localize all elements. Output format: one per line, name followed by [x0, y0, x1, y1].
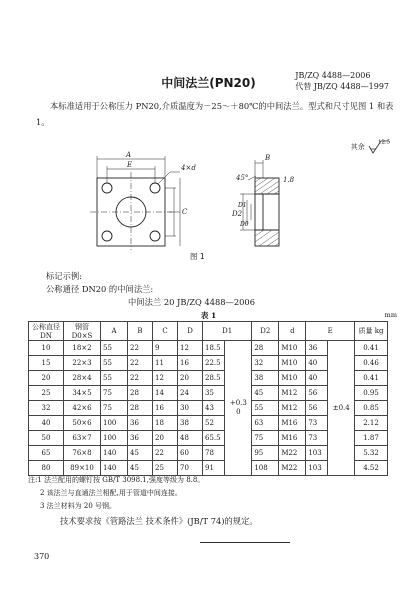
- dim-E-label: E: [127, 161, 133, 169]
- table-cell: M12: [279, 401, 306, 416]
- angle-label: 45°: [236, 174, 249, 182]
- roughness-label: 其余: [350, 143, 365, 151]
- table-cell: 15: [29, 356, 64, 371]
- dim-B-label: B: [265, 154, 271, 162]
- table-cell: 22×3: [64, 356, 101, 371]
- table-cell: 38: [252, 371, 279, 386]
- roughness-value: 12.5: [378, 139, 391, 146]
- table-cell: 78: [203, 446, 225, 461]
- table-cell: M12: [279, 386, 306, 401]
- table-cell: 89×10: [64, 461, 101, 476]
- table-cell: M10: [279, 356, 306, 371]
- header-D1: D1: [203, 322, 252, 341]
- table-cell: 100: [101, 431, 128, 446]
- table-cell: 20: [29, 371, 64, 386]
- table-cell: 140: [101, 461, 128, 476]
- d1-tolerance: +0.3 0: [225, 341, 252, 476]
- table-cell: 75: [252, 431, 279, 446]
- header-d: d: [279, 322, 306, 341]
- header-D: D: [178, 322, 203, 341]
- table-cell: 50: [29, 431, 64, 446]
- table-cell: 9: [153, 341, 178, 356]
- table-cell: 63×7: [64, 431, 101, 446]
- bolt-hole: [102, 231, 112, 241]
- table-cell: 18.5: [203, 341, 225, 356]
- table-cell: 38: [178, 416, 203, 431]
- table-cell: 12: [178, 341, 203, 356]
- table-cell: 35: [203, 386, 225, 401]
- header-D2: D2: [252, 322, 279, 341]
- table-cell: 65.5: [203, 431, 225, 446]
- table-cell: 36: [128, 431, 153, 446]
- dimension-table: [28, 321, 388, 476]
- table-cell: M10: [279, 371, 306, 386]
- chamfer-label: 1.8: [283, 176, 295, 184]
- table-cell: 140: [101, 446, 128, 461]
- replaces-standard: 代替 JB/ZQ 4488—1997: [295, 82, 389, 91]
- table-cell: 22: [128, 341, 153, 356]
- table-cell: 0.85: [355, 401, 388, 416]
- table-cell: 25: [153, 461, 178, 476]
- table-cell: 28: [128, 401, 153, 416]
- page-number: 370: [34, 552, 50, 561]
- roughness-note: [351, 140, 389, 154]
- table-cell: 30: [178, 401, 203, 416]
- bolt-hole: [102, 183, 112, 193]
- marking-line: 公称通径 DN20 的中间法兰:: [46, 284, 154, 294]
- bolt-hole: [150, 183, 160, 193]
- table-cell: 11: [153, 356, 178, 371]
- dim-D2-label: D2: [232, 210, 243, 218]
- table-cell: 56: [306, 401, 328, 416]
- table-cell: 28: [128, 386, 153, 401]
- table-cell: 50×6: [64, 416, 101, 431]
- table-header-row: [29, 322, 388, 341]
- table-cell: 103: [306, 461, 328, 476]
- table-cell: 2.12: [355, 416, 388, 431]
- header-E: E: [306, 322, 355, 341]
- header-dn: 公称直径 DN: [29, 322, 64, 341]
- table-cell: 14: [153, 386, 178, 401]
- table-cell: 0.95: [355, 386, 388, 401]
- table-title: 表 1: [200, 311, 217, 320]
- flange-drawing: [80, 150, 320, 250]
- note-2: 2 该法兰与直通法兰相配,用于管道中间连接。: [40, 489, 182, 497]
- note-3: 3 法兰材料为 20 号钢。: [40, 502, 117, 510]
- table-cell: 95: [252, 446, 279, 461]
- table-body: [29, 341, 388, 476]
- bolt-hole: [150, 231, 160, 241]
- table-cell: 12: [153, 371, 178, 386]
- table-cell: 0.41: [355, 371, 388, 386]
- table-cell: 18: [153, 416, 178, 431]
- table-cell: 45: [128, 461, 153, 476]
- table-cell: 40: [306, 356, 328, 371]
- table-cell: 28: [252, 341, 279, 356]
- dim-D1-label: D1: [238, 202, 247, 209]
- dim-D0-label: D0: [240, 221, 249, 228]
- table-cell: 103: [306, 446, 328, 461]
- dim-C-label: C: [182, 208, 188, 216]
- table-cell: 75: [101, 386, 128, 401]
- marking-title: 标记示例:: [46, 271, 82, 281]
- table-cell: 70: [178, 461, 203, 476]
- marking-code: 中间法兰 20 JB/ZQ 4488—2006: [128, 297, 255, 307]
- table-cell: 4.52: [355, 461, 388, 476]
- table-cell: 63: [252, 416, 279, 431]
- table-cell: 32: [29, 401, 64, 416]
- table-cell: 100: [101, 416, 128, 431]
- table-cell: 20: [178, 371, 203, 386]
- header-mass: 质量 kg: [355, 322, 388, 341]
- table-unit: mm: [384, 311, 397, 319]
- table-cell: 45: [128, 446, 153, 461]
- table-cell: 55: [252, 401, 279, 416]
- table-cell: 73: [306, 431, 328, 446]
- table-cell: 1.87: [355, 431, 388, 446]
- table-cell: 108: [252, 461, 279, 476]
- e-tolerance: ±0.4: [328, 341, 355, 476]
- table-cell: 0.46: [355, 356, 388, 371]
- roughness-symbol-icon: [367, 140, 389, 154]
- table-cell: 91: [203, 461, 225, 476]
- table-cell: 40: [29, 416, 64, 431]
- holes-label: 4×d: [181, 164, 196, 172]
- note-1: 注:1 法兰配用的螺钉按 GB/T 3098.1,强度等级为 8.8。: [28, 476, 205, 484]
- table-cell: 40: [306, 371, 328, 386]
- table-cell: 52: [203, 416, 225, 431]
- table-cell: M16: [279, 431, 306, 446]
- table-cell: M10: [279, 341, 306, 356]
- table-cell: 76×8: [64, 446, 101, 461]
- table-cell: 16: [153, 401, 178, 416]
- table-cell: 22.5: [203, 356, 225, 371]
- table-cell: 16: [178, 356, 203, 371]
- dim-A-label: A: [126, 151, 132, 159]
- table-cell: 55: [101, 341, 128, 356]
- table-cell: 5.32: [355, 446, 388, 461]
- table-cell: 0.41: [355, 341, 388, 356]
- technical-requirement: 技术要求按《管路法兰 技术条件》(JB/T 74)的规定。: [60, 516, 258, 526]
- table-cell: 55: [101, 371, 128, 386]
- table-cell: M22: [279, 446, 306, 461]
- table-cell: 45: [252, 386, 279, 401]
- table-cell: 22: [128, 356, 153, 371]
- table-cell: 32: [252, 356, 279, 371]
- table-cell: M22: [279, 461, 306, 476]
- page-title: 中间法兰(PN20): [161, 76, 256, 90]
- table-cell: 10: [29, 341, 64, 356]
- header-A: A: [101, 322, 128, 341]
- table-cell: 48: [178, 431, 203, 446]
- intro-paragraph: 本标准适用于公称压力 PN20,介质温度为－25～＋80℃的中间法兰。型式和尺寸见图 1 和表 1。: [36, 101, 394, 127]
- table-cell: 73: [306, 416, 328, 431]
- table-cell: 55: [101, 356, 128, 371]
- figure-caption: 图 1: [190, 252, 205, 261]
- table-row: [29, 341, 388, 356]
- table-cell: 43: [203, 401, 225, 416]
- standard-number: JB/ZQ 4488—2006: [295, 71, 371, 80]
- header-C: C: [153, 322, 178, 341]
- table-cell: 22: [153, 446, 178, 461]
- table-cell: M16: [279, 416, 306, 431]
- table-cell: 36: [128, 416, 153, 431]
- table-cell: 36: [306, 341, 328, 356]
- table-cell: 34×5: [64, 386, 101, 401]
- footer-rule: [200, 542, 290, 543]
- table-cell: 28×4: [64, 371, 101, 386]
- header-pipe: 钢管 D0×S: [64, 322, 101, 341]
- table-cell: 75: [101, 401, 128, 416]
- table-cell: 20: [153, 431, 178, 446]
- table-cell: 65: [29, 446, 64, 461]
- table-cell: 60: [178, 446, 203, 461]
- table-cell: 25: [29, 386, 64, 401]
- table-cell: 18×2: [64, 341, 101, 356]
- header-B: B: [128, 322, 153, 341]
- notes: [28, 474, 204, 513]
- table-cell: 80: [29, 461, 64, 476]
- table-cell: 28.5: [203, 371, 225, 386]
- table-cell: 24: [178, 386, 203, 401]
- table-cell: 42×6: [64, 401, 101, 416]
- table-cell: 56: [306, 386, 328, 401]
- table-cell: 22: [128, 371, 153, 386]
